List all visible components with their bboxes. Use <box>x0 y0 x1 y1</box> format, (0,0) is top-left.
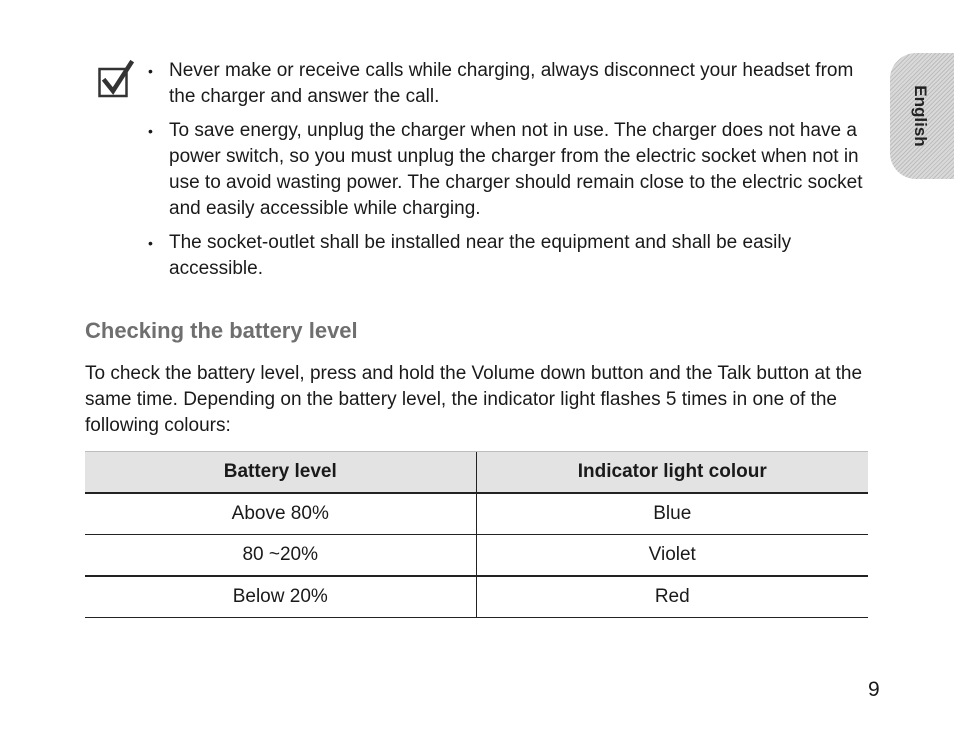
battery-level-table <box>85 451 868 618</box>
header-indicator-colour: Indicator light colour <box>476 452 868 494</box>
note-item <box>146 58 864 110</box>
table-row <box>85 493 868 535</box>
note-text: The socket-outlet shall be installed near the equipment and shall be easily accessible. <box>169 232 792 279</box>
table-row <box>85 535 868 577</box>
table-header-row <box>85 452 868 494</box>
note-text: Never make or receive calls while charging, always disconnect your headset from the charger and answer the call. <box>169 60 854 107</box>
header-battery-level: Battery level <box>85 452 476 494</box>
note-item <box>146 118 864 222</box>
bullet: • <box>148 123 153 139</box>
battery-level-cell: Below 20% <box>85 576 476 618</box>
language-tab-label: English <box>911 85 930 147</box>
section-heading: Checking the battery level <box>85 318 358 343</box>
bullet: • <box>148 63 153 79</box>
indicator-colour-cell: Red <box>476 576 868 618</box>
indicator-colour-cell: Blue <box>476 493 868 535</box>
page-number: 9 <box>868 678 880 701</box>
note-checkmark-icon <box>98 60 134 98</box>
notes-list <box>146 58 864 290</box>
section-intro: To check the battery level, press and hold the Volume down button and the Talk button at the same time. Depending on the battery level, the indicator light flashes 5 times in one of the following colours: <box>85 363 863 436</box>
note-text: To save energy, unplug the charger when not in use. The charger does not have a power switch, so you must unplug the charger from the electric socket when not in use to avoid wasting power. The charger should remain close to the electric socket and easily accessible while charging. <box>169 120 863 219</box>
bullet: • <box>148 235 153 251</box>
battery-level-cell: 80 ~20% <box>85 535 476 577</box>
battery-level-cell: Above 80% <box>85 493 476 535</box>
table-row <box>85 576 868 618</box>
note-item <box>146 230 864 282</box>
indicator-colour-cell: Violet <box>476 535 868 577</box>
